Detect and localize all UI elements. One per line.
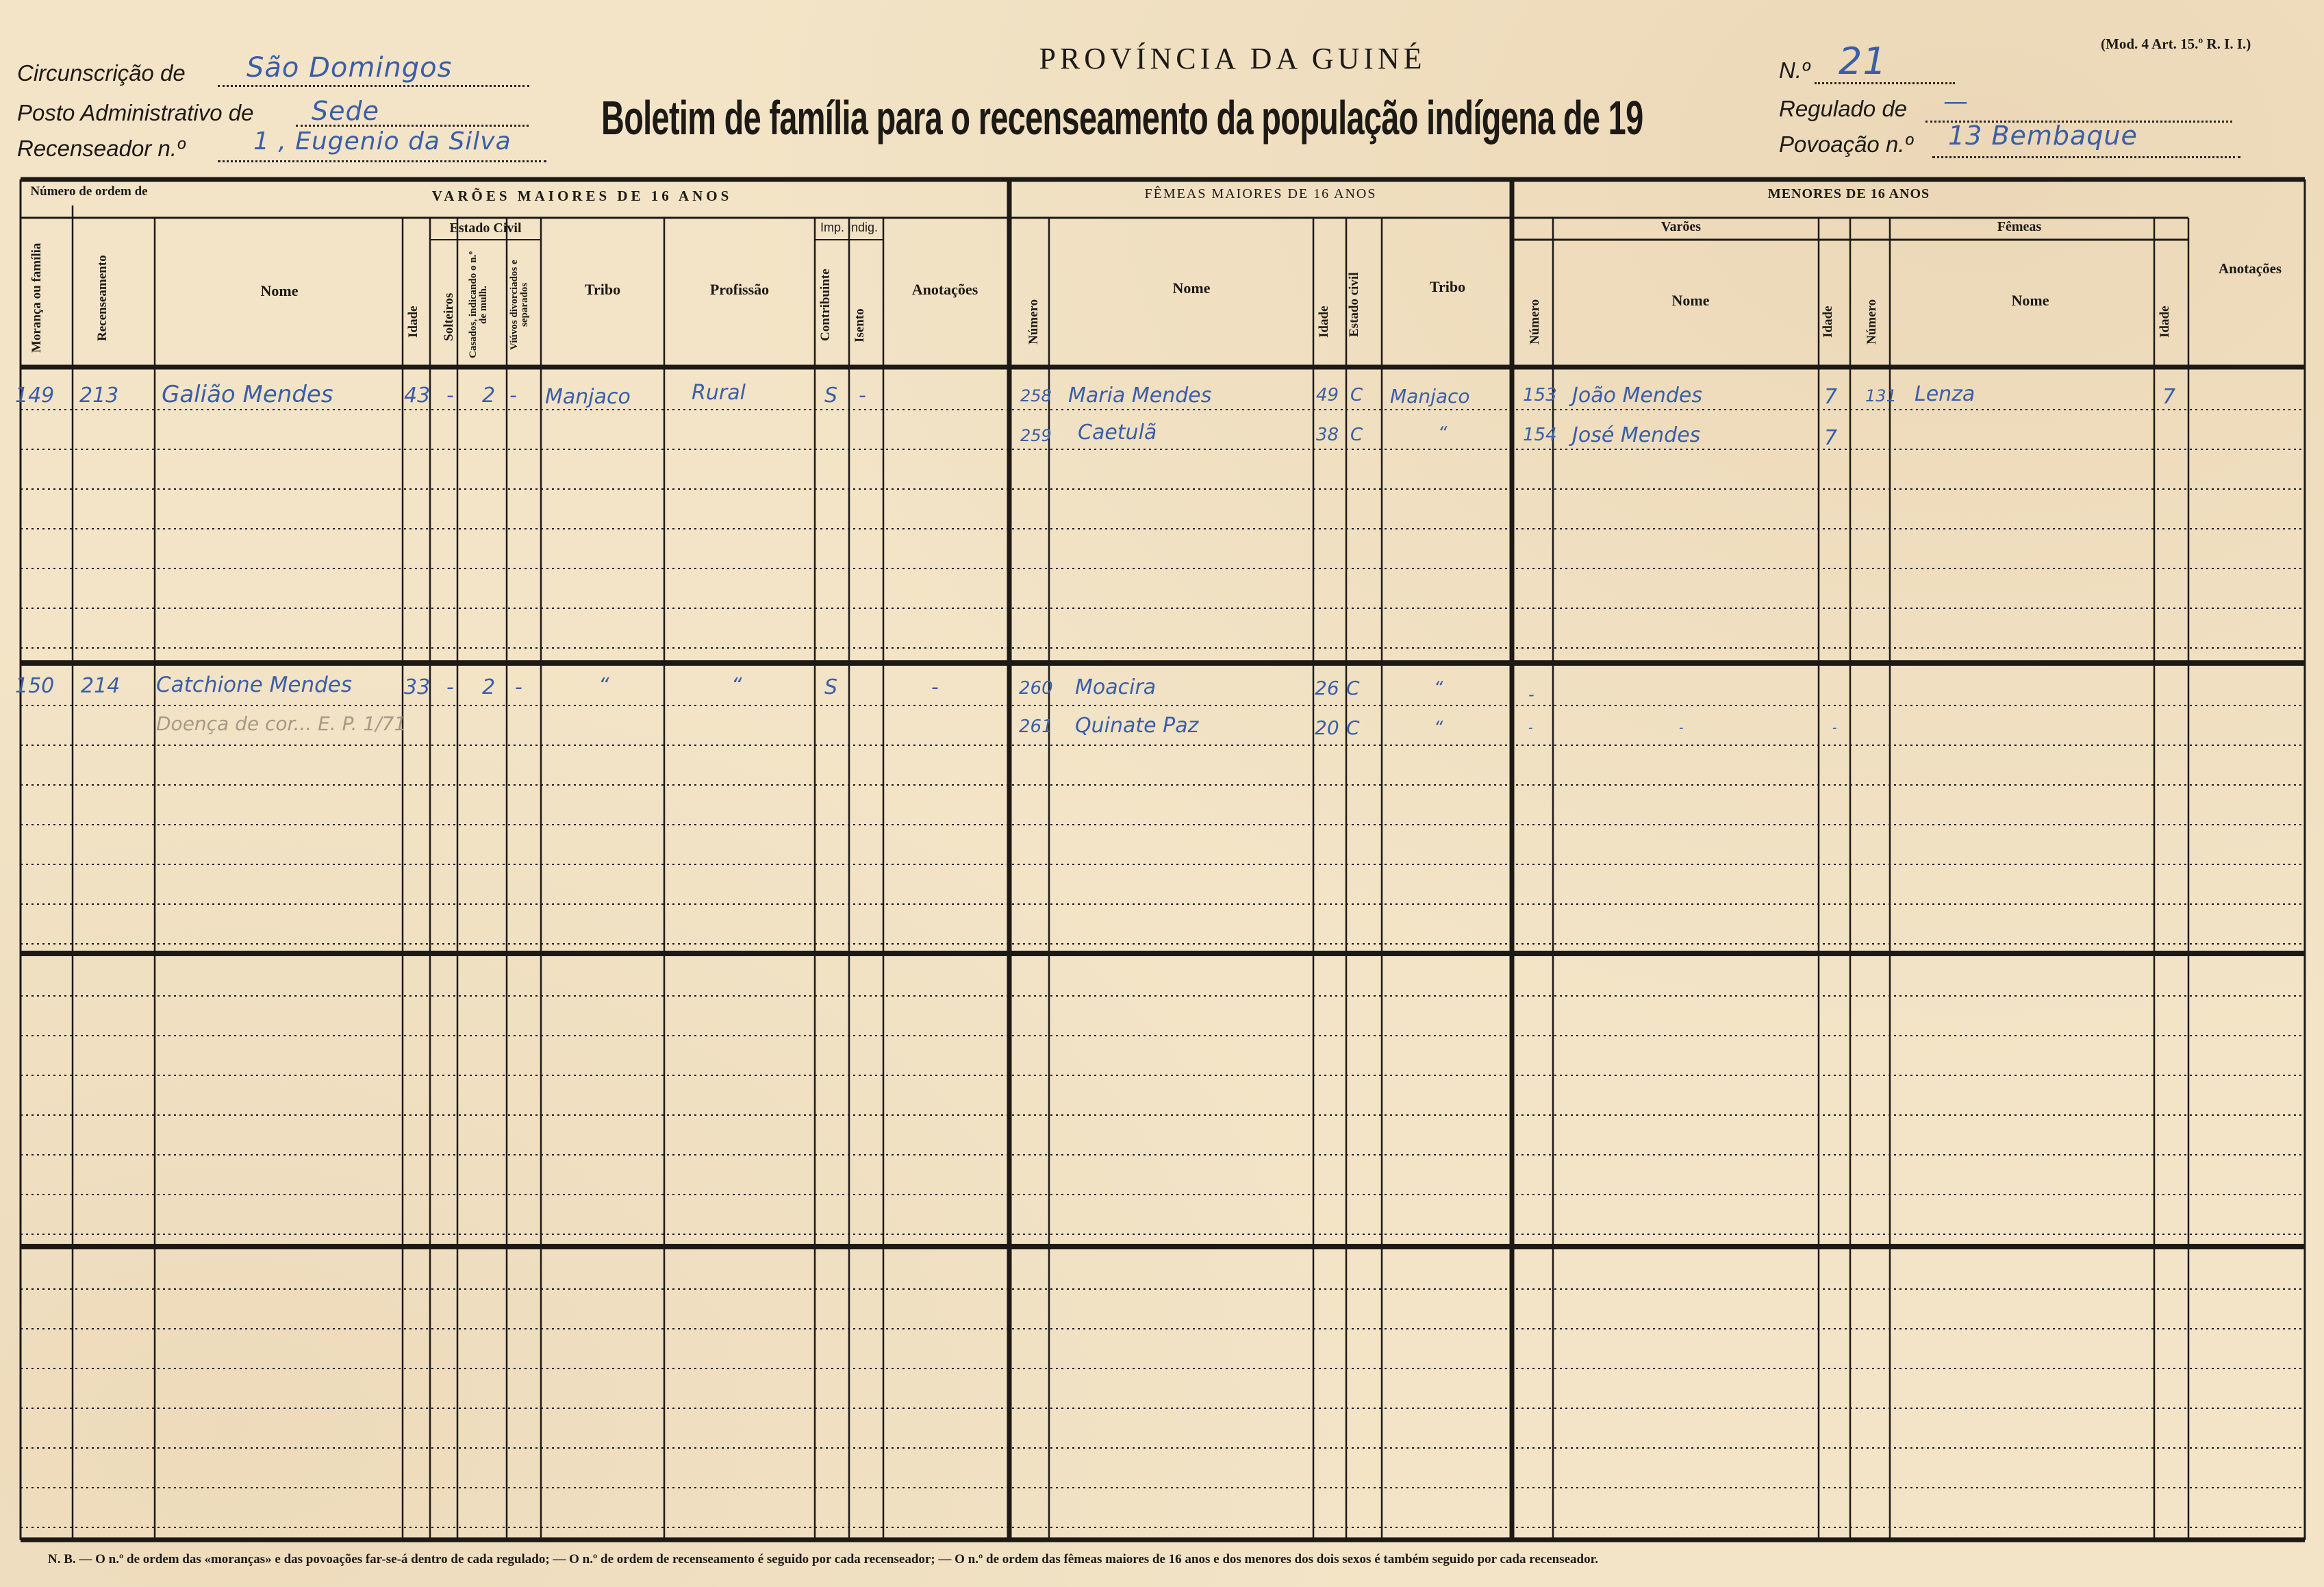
col-viuvos: Viúvos divorciados e separados bbox=[509, 260, 530, 350]
entry1-menor-f1-numero: 131 bbox=[1865, 386, 1897, 405]
entry1-nome: Galião Mendes bbox=[162, 381, 333, 408]
entry1-isento: - bbox=[859, 384, 866, 408]
entry2-menor-f1-numero: - bbox=[1528, 721, 1533, 735]
entry1-femea1-tribo: Manjaco bbox=[1390, 385, 1470, 408]
entry2-tribo: “ bbox=[598, 674, 609, 698]
entry2-moranca: 150 bbox=[15, 674, 55, 698]
col-nome-femeas: Nome bbox=[1172, 279, 1211, 297]
col-isento: Isento bbox=[852, 308, 867, 342]
entry1-viuvos: - bbox=[509, 384, 517, 408]
entry1-femea1-idade: 49 bbox=[1316, 385, 1339, 405]
entry1-femea2-idade: 38 bbox=[1316, 425, 1339, 445]
entry2-isento: - bbox=[931, 675, 939, 699]
col-varoes-menores: Varões bbox=[1660, 219, 1702, 234]
entry1-tribo: Manjaco bbox=[545, 385, 631, 409]
entry2-femea1-estado: C bbox=[1346, 677, 1360, 699]
entry1-menor-v2-nome: José Mendes bbox=[1572, 423, 1701, 447]
entry2-menor-v1-idade: - bbox=[1832, 721, 1837, 735]
col-casados: Casados, indicando o n.º de mulh. bbox=[468, 251, 489, 359]
entry2-idade: 33 bbox=[404, 675, 431, 699]
col-numero-femeas: Número bbox=[1026, 299, 1041, 345]
entry2-nota: Doença de cor... E. P. 1/71 bbox=[156, 712, 407, 735]
form-title: Boletim de família para o recenseamento da população indígena de 19 bbox=[601, 91, 1643, 145]
col-profissao: Profissão bbox=[709, 281, 770, 298]
col-nome-varoes: Nome bbox=[260, 282, 299, 299]
femeas-group-header: FÊMEAS MAIORES DE 16 ANOS bbox=[1144, 186, 1377, 201]
col-idade-menores-femeas: Idade bbox=[2158, 305, 2172, 338]
col-idade-femeas: Idade bbox=[1317, 305, 1331, 338]
entry2-femea2-nome: Quinate Paz bbox=[1075, 714, 1199, 738]
recenseador-value: 1 , Eugenio da Silva bbox=[253, 127, 511, 155]
col-estado-civil-femeas: Estado civil bbox=[1347, 272, 1361, 338]
menores-group-header: MENORES DE 16 ANOS bbox=[1767, 186, 1930, 201]
entry1-solteiros: - bbox=[446, 384, 454, 408]
regulado-value: — bbox=[1943, 88, 1969, 116]
entry1-femea2-numero: 259 bbox=[1020, 426, 1052, 445]
entry2-femea1-tribo: “ bbox=[1434, 678, 1443, 699]
entry2-viuvos: - bbox=[515, 675, 522, 699]
col-tribo-femeas: Tribo bbox=[1429, 278, 1466, 295]
entry2-profissao: “ bbox=[731, 674, 742, 698]
col-imp-indig: Imp. Indig. bbox=[820, 221, 879, 234]
povoacao-label: Povoação n.º bbox=[1779, 132, 1913, 157]
col-tribo-varoes: Tribo bbox=[584, 281, 621, 298]
entry2-femea1-nome: Moacira bbox=[1075, 675, 1157, 699]
col-anotacoes-varoes: Anotações bbox=[911, 281, 978, 298]
entry1-moranca: 149 bbox=[15, 384, 55, 408]
entry1-menor-f1-nome: Lenza bbox=[1915, 382, 1975, 406]
col-numero-menores-varoes: Número bbox=[1528, 299, 1542, 345]
recenseador-label: Recenseador n.º bbox=[17, 136, 186, 161]
col-contribuinte: Contribuinte bbox=[818, 268, 833, 341]
entry1-menor-v2-numero: 154 bbox=[1523, 425, 1557, 445]
entry2-recenseamento: 214 bbox=[81, 674, 121, 698]
povoacao-value: 13 Bembaque bbox=[1948, 121, 2138, 151]
entry1-menor-v1-nome: João Mendes bbox=[1572, 384, 1702, 408]
entry1-contribuinte: S bbox=[824, 384, 838, 408]
footer-note: N. B. — O n.º de ordem das «moranças» e das povoações far-se-á dentro de cada regulado; — O n.º de ordem de recenseamento é seguido por cada recenseador; — O n.º de ordem das fêmeas maiores de 16 anos e dos menores dos dois sexos é também seguido por cada recenseador. bbox=[48, 1552, 1599, 1566]
entry1-femea1-nome: Maria Mendes bbox=[1068, 384, 1212, 408]
circunscricao-value: São Domingos bbox=[247, 52, 453, 84]
entry2-femea2-idade: 20 bbox=[1315, 716, 1339, 739]
entry2-menor-v1-nome: - bbox=[1679, 721, 1684, 735]
entry1-femea2-estado: C bbox=[1350, 425, 1363, 445]
col-estado-civil: Estado Civil bbox=[449, 221, 522, 236]
entry2-femea2-numero: 261 bbox=[1019, 716, 1053, 737]
circunscricao-label: Circunscrição de bbox=[17, 60, 186, 86]
col-anotacoes-final: Anotações bbox=[2218, 260, 2282, 277]
entry1-profissao: Rural bbox=[692, 381, 746, 405]
entry2-contribuinte: S bbox=[824, 675, 838, 699]
entry2-menor-v1-numero: - bbox=[1528, 685, 1534, 704]
entry1-casados: 2 bbox=[482, 384, 496, 408]
col-recenseamento: Recenseamento bbox=[95, 255, 110, 341]
entry1-menor-v2-idade: 7 bbox=[1824, 426, 1838, 450]
entry2-femea2-estado: C bbox=[1346, 716, 1360, 739]
entry1-femea1-numero: 258 bbox=[1020, 386, 1052, 405]
col-solteiros: Solteiros bbox=[442, 292, 456, 341]
regulado-label: Regulado de bbox=[1779, 96, 1908, 121]
posto-value: Sede bbox=[312, 96, 379, 126]
entry1-femea2-tribo: “ bbox=[1438, 423, 1448, 444]
entry1-recenseamento: 213 bbox=[79, 384, 119, 408]
col-numero-ordem: Número de ordem de bbox=[30, 184, 148, 199]
posto-label: Posto Administrativo de bbox=[17, 100, 254, 125]
col-nome-menores-varoes: Nome bbox=[1671, 292, 1710, 309]
province-title: PROVÍNCIA DA GUINÉ bbox=[1039, 42, 1426, 75]
varoes-group-header: VARÕES MAIORES DE 16 ANOS bbox=[431, 188, 733, 204]
col-idade-varoes: Idade bbox=[406, 305, 420, 338]
entry2-nome: Catchione Mendes bbox=[156, 673, 353, 697]
col-idade-menores-varoes: Idade bbox=[1821, 305, 1835, 338]
entry1-menor-f1-idade: 7 bbox=[2162, 385, 2176, 409]
numero-value: 21 bbox=[1839, 40, 1887, 83]
entry1-femea1-estado: C bbox=[1350, 385, 1363, 405]
form-code: (Mod. 4 Art. 15.º R. I. I.) bbox=[2101, 36, 2251, 52]
col-moranca: Morança ou família bbox=[29, 242, 44, 353]
entry1-femea2-nome: Caetulã bbox=[1078, 421, 1157, 445]
entry2-femea1-idade: 26 bbox=[1315, 677, 1339, 699]
entry1-menor-v1-numero: 153 bbox=[1523, 385, 1557, 405]
entry2-femea2-tribo: “ bbox=[1434, 718, 1443, 738]
entry2-casados: 2 bbox=[482, 675, 496, 699]
col-femeas-menores: Fêmeas bbox=[1997, 219, 2042, 234]
numero-label: N.º bbox=[1779, 58, 1810, 83]
entry1-menor-v1-idade: 7 bbox=[1824, 385, 1838, 409]
col-nome-menores-femeas: Nome bbox=[2011, 292, 2049, 309]
entry2-femea1-numero: 260 bbox=[1019, 678, 1053, 699]
entry2-solteiros: - bbox=[446, 675, 454, 699]
entry1-idade: 43 bbox=[404, 384, 431, 408]
col-numero-menores-femeas: Número bbox=[1865, 299, 1879, 345]
